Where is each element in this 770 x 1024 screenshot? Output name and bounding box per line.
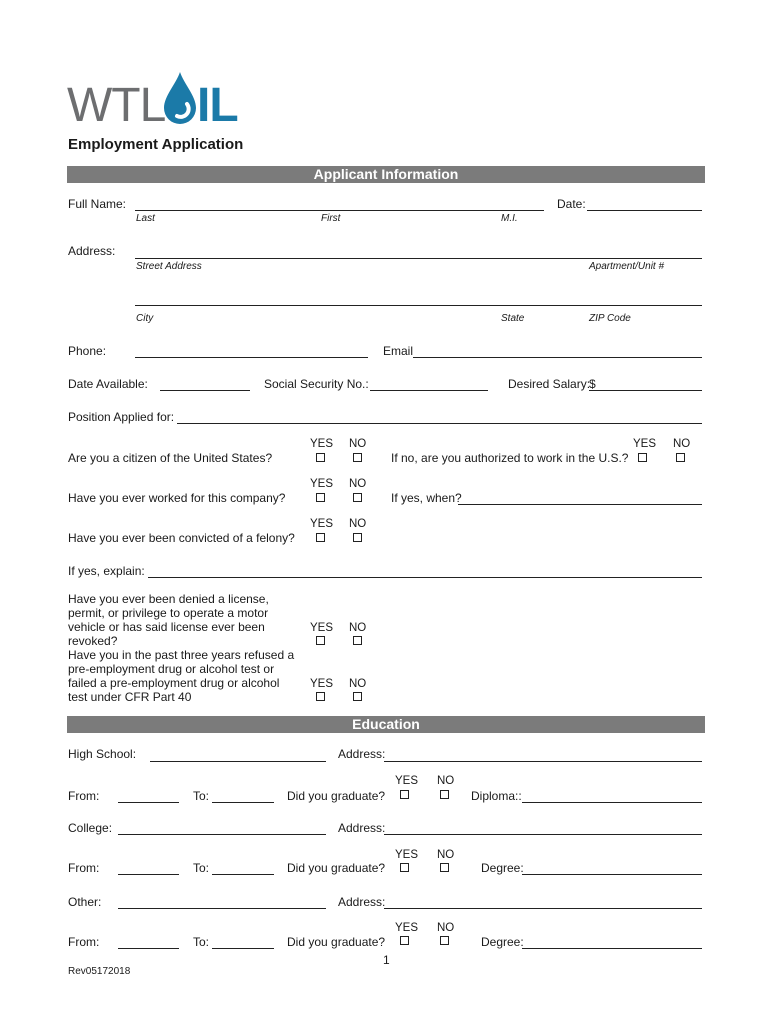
citizen-yes-checkbox[interactable] [316, 453, 325, 462]
diploma-field[interactable] [522, 802, 702, 803]
date-available-field[interactable] [160, 390, 250, 391]
high-school-field[interactable] [150, 761, 326, 762]
revision-code: Rev05172018 [68, 966, 131, 977]
section-header-applicant: Applicant Information [67, 166, 705, 183]
page-title: Employment Application [68, 136, 244, 153]
caption-mi: M.I. [501, 213, 518, 224]
no-label: NO [437, 775, 455, 787]
college-degree-label: Degree: [481, 861, 524, 875]
drug-yes-checkbox[interactable] [316, 692, 325, 701]
yes-label: YES [395, 922, 419, 934]
college-graduate-yes-checkbox[interactable] [400, 863, 409, 872]
college-field[interactable] [118, 834, 326, 835]
when-field[interactable] [458, 504, 702, 505]
caption-city: City [136, 313, 154, 324]
caption-state: State [501, 313, 525, 324]
license-no-checkbox[interactable] [353, 636, 362, 645]
hs-address-field[interactable] [384, 761, 702, 762]
other-degree-label: Degree: [481, 935, 524, 949]
question-drug-line: Have you in the past three years refused a [68, 648, 295, 662]
question-license-line: Have you ever been denied a license, [68, 592, 269, 606]
no-label: NO [349, 622, 367, 634]
caption-street-address: Street Address [136, 261, 202, 272]
question-drug-test [68, 648, 294, 704]
hs-address-label: Address: [338, 747, 386, 761]
hs-graduate-no-checkbox[interactable] [440, 790, 449, 799]
ssn-field[interactable] [370, 390, 488, 391]
felony-yes-checkbox[interactable] [316, 533, 325, 542]
question-drug-line: failed a pre-employment drug or alcohol [68, 676, 280, 690]
yes-label: YES [310, 622, 334, 634]
position-field[interactable] [177, 423, 702, 424]
question-drug-line: test under CFR Part 40 [68, 690, 192, 704]
page-number: 1 [383, 953, 390, 967]
address-label: Address: [68, 244, 116, 258]
caption-first: First [321, 213, 341, 224]
no-label: NO [349, 678, 367, 690]
question-when: If yes, when? [391, 491, 462, 505]
authorized-yes-checkbox[interactable] [638, 453, 647, 462]
other-graduate-yes-checkbox[interactable] [400, 936, 409, 945]
college-degree-field[interactable] [522, 874, 702, 875]
question-license [68, 592, 269, 648]
yes-label: YES [310, 438, 334, 450]
hs-to-label: To: [193, 789, 210, 803]
email-label: Email [383, 344, 414, 358]
phone-label: Phone: [68, 344, 107, 358]
college-address-field[interactable] [384, 834, 702, 835]
no-label: NO [349, 438, 367, 450]
yes-label: YES [395, 775, 419, 787]
yes-label: YES [310, 478, 334, 490]
question-worked: Have you ever worked for this company? [68, 491, 286, 505]
yes-label: YES [633, 438, 657, 450]
authorized-no-checkbox[interactable] [676, 453, 685, 462]
date-available-label: Date Available: [68, 377, 148, 391]
caption-apartment-unit: Apartment/Unit # [589, 261, 665, 272]
date-label: Date: [557, 197, 586, 211]
other-graduate-no-checkbox[interactable] [440, 936, 449, 945]
caption-last: Last [136, 213, 155, 224]
yes-label: YES [395, 849, 419, 861]
no-label: NO [437, 849, 455, 861]
other-from-label: From: [68, 935, 100, 949]
citizen-no-checkbox[interactable] [353, 453, 362, 462]
other-to-field[interactable] [212, 948, 274, 949]
worked-no-checkbox[interactable] [353, 493, 362, 502]
other-address-field[interactable] [384, 908, 702, 909]
other-address-label: Address: [338, 895, 386, 909]
logo-text-il: IL [197, 79, 238, 132]
explain-label: If yes, explain: [68, 564, 145, 578]
email-field[interactable] [413, 357, 702, 358]
desired-salary-label: Desired Salary: [508, 377, 591, 391]
question-citizen: Are you a citizen of the United States? [68, 451, 273, 465]
oil-drop-icon [160, 70, 200, 128]
hs-graduate-yes-checkbox[interactable] [400, 790, 409, 799]
ssn-label: Social Security No.: [264, 377, 369, 391]
question-license-line: vehicle or has said license ever been [68, 620, 265, 634]
question-felony: Have you ever been convicted of a felony? [68, 531, 295, 545]
no-label: NO [349, 478, 367, 490]
logo-text-wtl: WTL [67, 79, 166, 132]
other-label: Other: [68, 895, 102, 909]
college-to-field[interactable] [212, 874, 274, 875]
full-name-field[interactable] [135, 210, 544, 211]
other-field[interactable] [118, 908, 326, 909]
question-authorized: If no, are you authorized to work in the U.S.? [391, 451, 629, 465]
section-header-education: Education [67, 716, 705, 733]
dollar-sign: $ [589, 377, 596, 391]
other-graduate-label: Did you graduate? [287, 935, 386, 949]
college-from-label: From: [68, 861, 100, 875]
other-to-label: To: [193, 935, 210, 949]
hs-from-field[interactable] [118, 802, 179, 803]
yes-label: YES [310, 518, 334, 530]
no-label: NO [437, 922, 455, 934]
no-label: NO [349, 518, 367, 530]
college-from-field[interactable] [118, 874, 179, 875]
hs-graduate-label: Did you graduate? [287, 789, 386, 803]
city-state-zip-field[interactable] [135, 305, 702, 306]
no-label: NO [673, 438, 691, 450]
question-license-line: permit, or privilege to operate a motor [68, 606, 269, 620]
college-label: College: [68, 821, 113, 835]
college-to-label: To: [193, 861, 210, 875]
position-label: Position Applied for: [68, 410, 175, 424]
street-address-field[interactable] [135, 258, 702, 259]
question-drug-line: pre-employment drug or alcohol test or [68, 662, 275, 676]
caption-zip-code: ZIP Code [589, 313, 631, 324]
drug-no-checkbox[interactable] [353, 692, 362, 701]
explain-field[interactable] [148, 577, 702, 578]
diploma-label: Diploma:: [471, 789, 522, 803]
desired-salary-field[interactable] [589, 390, 702, 391]
question-license-line: revoked? [68, 634, 118, 648]
other-from-field[interactable] [118, 948, 179, 949]
hs-from-label: From: [68, 789, 100, 803]
college-graduate-no-checkbox[interactable] [440, 863, 449, 872]
license-yes-checkbox[interactable] [316, 636, 325, 645]
high-school-label: High School: [68, 747, 137, 761]
college-address-label: Address: [338, 821, 386, 835]
phone-field[interactable] [135, 357, 368, 358]
yes-label: YES [310, 678, 334, 690]
full-name-label: Full Name: [68, 197, 127, 211]
felony-no-checkbox[interactable] [353, 533, 362, 542]
worked-yes-checkbox[interactable] [316, 493, 325, 502]
date-field[interactable] [587, 210, 702, 211]
college-graduate-label: Did you graduate? [287, 861, 386, 875]
hs-to-field[interactable] [212, 802, 274, 803]
other-degree-field[interactable] [522, 948, 702, 949]
